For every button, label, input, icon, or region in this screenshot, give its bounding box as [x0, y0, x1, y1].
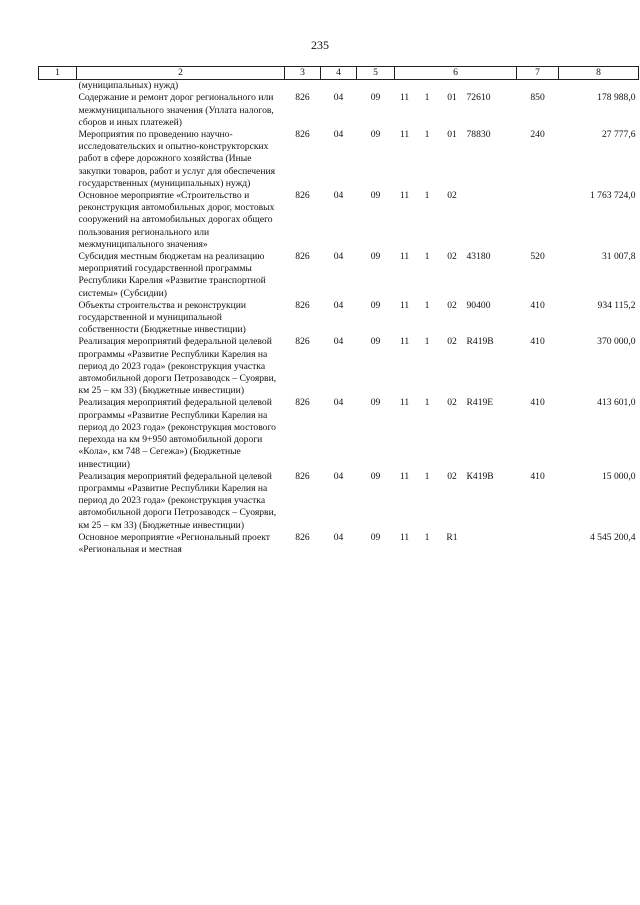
code-direction: К419B — [466, 470, 494, 482]
row-number-cell — [39, 129, 77, 190]
code-section: 04 — [333, 92, 344, 104]
row-description: Содержание и ремонт дорог регионального или межмуниципального значения (Уплата налогов, сборов и иных платежей) — [78, 92, 274, 128]
row-description: Объекты строительства и реконструкции государственной и муниципальной собственности (Бюджетные инвестиции) — [78, 299, 247, 336]
code-direction — [465, 190, 517, 251]
amount: 934 115,2 — [597, 299, 636, 311]
table-row — [39, 129, 639, 190]
header-col-5: 5 — [357, 67, 395, 80]
code-subprogram: 1 — [424, 397, 430, 409]
code-program: 11 — [399, 336, 410, 348]
table-row — [39, 397, 639, 470]
code-event: 02 — [447, 470, 457, 482]
code-section: 04 — [333, 470, 344, 482]
row-number-cell — [39, 300, 77, 337]
code-expense-type: 410 — [530, 397, 545, 409]
code-section: 04 — [333, 299, 344, 311]
table-row — [39, 92, 639, 129]
code-expense-type — [517, 190, 559, 251]
code-section: 04 — [333, 190, 344, 202]
code-direction: 43180 — [466, 251, 491, 263]
code-program: 11 — [399, 470, 410, 482]
header-col-2: 2 — [77, 67, 285, 80]
code-subprogram: 1 — [424, 336, 430, 348]
code-subprogram: 1 — [424, 470, 430, 482]
code-subsection: 09 — [370, 251, 381, 263]
row-description: Субсидия местным бюджетам на реализацию мероприятий государственной программы Республики Карелия «Развитие транспортной системы» (Субсидии) — [78, 251, 266, 299]
header-col-6: 6 — [395, 67, 517, 80]
row-description: Реализация мероприятий федеральной целевой программы «Развитие Республики Карелия на период до 2023 года» (реконструкция мостового перехода на км 9+950 автомобильной дороги «Кола», км 748 – Сегежа») (Бюджетные инвестиции) — [78, 397, 276, 470]
table-row — [39, 336, 639, 397]
amount: 413 601,0 — [597, 397, 636, 409]
header-col-3: 3 — [285, 67, 321, 80]
header-col-8: 8 — [559, 67, 639, 80]
amount: 15 000,0 — [601, 470, 636, 482]
code-program: 11 — [399, 397, 410, 409]
code-section: 04 — [333, 531, 344, 543]
table-row — [39, 532, 639, 556]
amount: 178 988,0 — [597, 92, 636, 104]
code-section: 04 — [333, 129, 344, 141]
code-subsection: 09 — [370, 92, 381, 104]
code-admin: 826 — [295, 251, 310, 263]
row-number-cell — [39, 397, 77, 470]
row-number-cell — [39, 251, 77, 300]
table-row — [39, 300, 639, 337]
code-expense-type — [517, 532, 559, 556]
row-number-cell — [39, 532, 77, 556]
header-col-1: 1 — [39, 67, 77, 80]
header-col-7: 7 — [517, 67, 559, 80]
amount: 27 777,6 — [601, 129, 636, 141]
code-subsection: 09 — [370, 129, 381, 141]
row-description: Основное мероприятие «Строительство и реконструкция автомобильных дорог, мостовых сооружений на автомобильных дорогах общего пользования регионального или межмуниципального значения» — [78, 190, 275, 250]
code-expense-type: 520 — [530, 251, 545, 263]
code-expense-type: 410 — [530, 470, 545, 482]
code-admin: 826 — [295, 190, 310, 202]
code-expense-type: 410 — [530, 299, 545, 311]
code-event: 01 — [447, 129, 457, 141]
code-section: 04 — [333, 397, 344, 409]
amount: 4 545 200,4 — [589, 531, 636, 543]
code-subprogram: 1 — [424, 531, 430, 543]
row-number-cell — [39, 92, 77, 129]
code-subprogram: 1 — [424, 190, 430, 202]
code-program: 11 — [399, 92, 410, 104]
code-subsection: 09 — [370, 397, 381, 409]
table-row — [39, 251, 639, 300]
row-number-cell — [39, 471, 77, 532]
code-subsection: 09 — [370, 190, 381, 202]
row-description: Основное мероприятие «Региональный проект «Региональная и местная — [78, 531, 270, 555]
code-program: 11 — [399, 251, 410, 263]
code-direction: 90400 — [466, 299, 491, 311]
code-subprogram: 1 — [424, 251, 430, 263]
code-event: R1 — [446, 531, 458, 543]
code-subsection: 09 — [370, 531, 381, 543]
code-direction: 72610 — [466, 92, 491, 104]
continued-text: (муниципальных) нужд) — [78, 80, 179, 92]
code-admin: 826 — [295, 299, 310, 311]
code-program: 11 — [399, 190, 410, 202]
amount: 31 007,8 — [601, 251, 636, 263]
row-number-cell — [39, 190, 77, 251]
page-number: 235 — [311, 38, 329, 52]
table-row — [39, 471, 639, 532]
code-program: 11 — [399, 299, 410, 311]
code-admin: 826 — [295, 470, 310, 482]
code-direction: 78830 — [466, 129, 491, 141]
code-subsection: 09 — [370, 336, 381, 348]
code-program: 11 — [399, 129, 410, 141]
code-event: 02 — [447, 190, 457, 202]
header-col-4: 4 — [321, 67, 357, 80]
code-admin: 826 — [295, 336, 310, 348]
code-admin: 826 — [295, 92, 310, 104]
amount: 370 000,0 — [597, 336, 636, 348]
amount: 1 763 724,0 — [589, 190, 636, 202]
row-number-cell — [39, 336, 77, 397]
code-subsection: 09 — [370, 299, 381, 311]
code-admin: 826 — [295, 129, 310, 141]
table-row — [39, 190, 639, 251]
code-admin: 826 — [295, 397, 310, 409]
continued-row — [39, 80, 639, 93]
code-event: 01 — [447, 92, 457, 104]
code-event: 02 — [447, 336, 457, 348]
code-subprogram: 1 — [424, 129, 430, 141]
code-section: 04 — [333, 251, 344, 263]
budget-table — [38, 66, 639, 556]
row-description: Реализация мероприятий федеральной целевой программы «Развитие Республики Карелия на период до 2023 года» (реконструкция участка автомобильной дороги Петрозаводск – Суоярви, км 25 – км 33) (Бюджетные инвестиции) — [78, 470, 277, 531]
code-program: 11 — [399, 531, 410, 543]
code-direction: R419B — [466, 336, 494, 348]
code-expense-type: 850 — [530, 92, 545, 104]
code-admin: 826 — [295, 531, 310, 543]
table-header-row — [39, 67, 639, 80]
row-description: Мероприятия по проведению научно-исследовательских и опытно-конструкторских работ в сфере дорожного хозяйства (Иные закупки товаров, работ и услуг для обеспечения государственных (муниципальных) нужд) — [78, 129, 276, 189]
code-direction — [465, 532, 517, 556]
code-event: 02 — [447, 397, 457, 409]
code-subsection: 09 — [370, 470, 381, 482]
code-expense-type: 240 — [530, 129, 545, 141]
code-event: 02 — [447, 299, 457, 311]
code-direction: R419E — [466, 397, 494, 409]
code-expense-type: 410 — [530, 336, 545, 348]
row-description: Реализация мероприятий федеральной целевой программы «Развитие Республики Карелия на период до 2023 года» (реконструкция участка автомобильной дороги Петрозаводск – Суоярви, км 25 – км 33) (Бюджетные инвестиции) — [78, 336, 277, 397]
code-subprogram: 1 — [424, 92, 430, 104]
code-event: 02 — [447, 251, 457, 263]
code-section: 04 — [333, 336, 344, 348]
code-subprogram: 1 — [424, 299, 430, 311]
